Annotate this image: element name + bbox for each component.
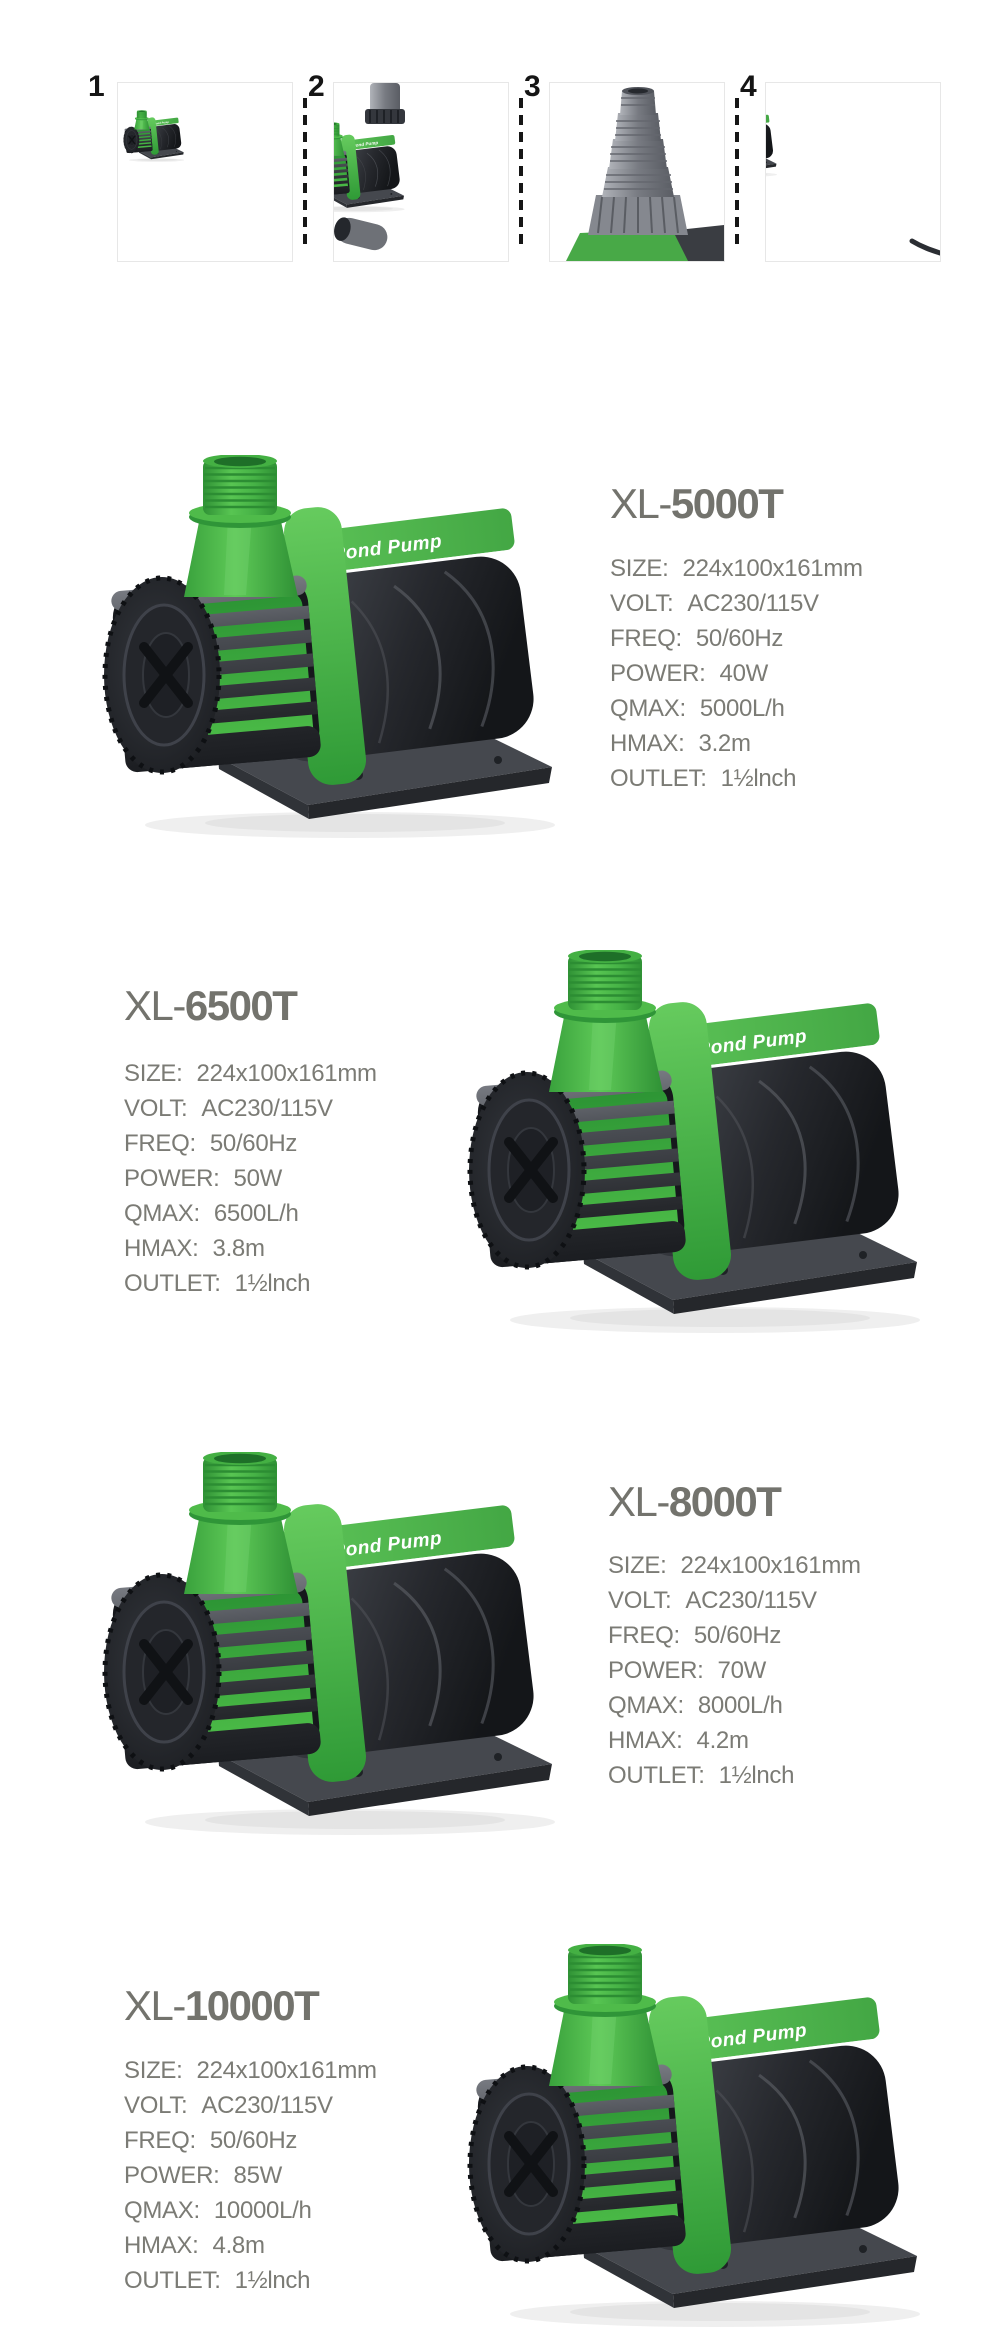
spec-label: QMAX: — [124, 1200, 200, 1227]
spec-row — [610, 621, 863, 656]
model-prefix: XL- — [608, 1478, 669, 1525]
spec-row — [124, 2193, 377, 2228]
spec-row — [124, 1161, 377, 1196]
spec-label: FREQ: — [610, 625, 682, 652]
spec-value: 224x100x161mm — [196, 2057, 377, 2084]
spec-value: 40W — [719, 660, 768, 687]
spec-value: AC230/115V — [687, 590, 819, 617]
product-model-title — [608, 1480, 780, 1524]
product-model-title — [610, 482, 782, 526]
gallery-thumb-pump-front — [117, 82, 293, 262]
spec-label: HMAX: — [608, 1727, 683, 1754]
gallery-divider — [519, 98, 523, 246]
spec-value: 1½lnch — [718, 1762, 795, 1789]
spec-label: HMAX: — [610, 730, 685, 757]
model-prefix: XL- — [610, 480, 671, 527]
spec-value: AC230/115V — [201, 1095, 333, 1122]
spec-label: VOLT: — [608, 1587, 672, 1614]
gallery-number-1: 1 — [88, 70, 105, 103]
spec-value: 50/60Hz — [209, 2127, 298, 2154]
spec-label: SIZE: — [608, 1552, 667, 1579]
model-number: 5000T — [670, 480, 783, 527]
spec-value: 6500L/h — [213, 1200, 299, 1227]
spec-value: AC230/115V — [201, 2092, 333, 2119]
spec-value: 224x100x161mm — [680, 1552, 861, 1579]
spec-row — [124, 1196, 377, 1231]
spec-value: 10000L/h — [213, 2197, 312, 2224]
spec-row — [608, 1583, 861, 1618]
spec-label: HMAX: — [124, 2232, 199, 2259]
spec-row — [608, 1618, 861, 1653]
spec-row — [610, 726, 863, 761]
gallery-thumb-hose-adapter — [549, 82, 725, 262]
spec-row — [124, 2123, 377, 2158]
gallery-divider — [303, 98, 307, 246]
spec-label: HMAX: — [124, 1235, 199, 1262]
gallery-number-2: 2 — [308, 70, 325, 103]
spec-row — [124, 1126, 377, 1161]
spec-row — [608, 1758, 861, 1793]
spec-row — [608, 1723, 861, 1758]
spec-value: 1½lnch — [234, 2267, 311, 2294]
spec-row — [610, 761, 863, 796]
spec-row — [610, 586, 863, 621]
spec-value: 3.2m — [698, 730, 751, 757]
spec-label: QMAX: — [610, 695, 686, 722]
spec-value: 50/60Hz — [693, 1622, 782, 1649]
spec-label: FREQ: — [124, 2127, 196, 2154]
spec-label: QMAX: — [608, 1692, 684, 1719]
spec-list — [610, 551, 863, 796]
spec-row — [610, 691, 863, 726]
model-number: 10000T — [184, 1982, 319, 2029]
spec-value: 4.2m — [696, 1727, 749, 1754]
spec-value: 70W — [717, 1657, 766, 1684]
spec-label: OUTLET: — [610, 765, 707, 792]
spec-value: 5000L/h — [699, 695, 785, 722]
spec-value: 50/60Hz — [695, 625, 784, 652]
spec-row — [608, 1688, 861, 1723]
spec-label: POWER: — [608, 1657, 704, 1684]
product-model-title — [124, 1984, 318, 2028]
product-model-title — [124, 984, 296, 1028]
spec-label: POWER: — [124, 1165, 220, 1192]
spec-label: FREQ: — [124, 1130, 196, 1157]
spec-list — [124, 1056, 377, 1301]
spec-list — [124, 2053, 377, 2298]
outlet-fitting-detail-icon — [334, 83, 508, 261]
spec-row — [608, 1653, 861, 1688]
spec-label: OUTLET: — [124, 2267, 221, 2294]
gallery-divider — [735, 98, 739, 246]
gallery-thumb-rear-cord — [765, 82, 941, 262]
model-prefix: XL- — [124, 982, 185, 1029]
spec-value: 85W — [233, 2162, 282, 2189]
gallery-number-3: 3 — [524, 70, 541, 103]
spec-row — [610, 656, 863, 691]
pump-front-detail-icon — [118, 83, 292, 261]
spec-value: 3.8m — [212, 1235, 265, 1262]
spec-label: SIZE: — [124, 1060, 183, 1087]
gallery-number-4: 4 — [740, 70, 757, 103]
spec-row — [124, 1266, 377, 1301]
spec-label: SIZE: — [610, 555, 669, 582]
pump-product-photo — [100, 1452, 560, 1842]
model-prefix: XL- — [124, 1982, 185, 2029]
spec-label: POWER: — [610, 660, 706, 687]
spec-label: VOLT: — [610, 590, 674, 617]
spec-value: 1½lnch — [234, 1270, 311, 1297]
spec-value: 50W — [233, 1165, 282, 1192]
spec-label: OUTLET: — [608, 1762, 705, 1789]
pump-product-photo — [465, 950, 925, 1340]
spec-row — [124, 2263, 377, 2298]
spec-row — [608, 1548, 861, 1583]
spec-row — [124, 2088, 377, 2123]
spec-row — [124, 1056, 377, 1091]
spec-list — [608, 1548, 861, 1793]
spec-label: SIZE: — [124, 2057, 183, 2084]
spec-value: 50/60Hz — [209, 1130, 298, 1157]
gallery-thumb-outlet-fitting — [333, 82, 509, 262]
spec-value: 224x100x161mm — [196, 1060, 377, 1087]
model-number: 8000T — [668, 1478, 781, 1525]
spec-value: 1½lnch — [720, 765, 797, 792]
spec-value: AC230/115V — [685, 1587, 817, 1614]
spec-label: VOLT: — [124, 2092, 188, 2119]
hose-adapter-detail-icon — [550, 83, 724, 261]
spec-row — [124, 2158, 377, 2193]
spec-row — [124, 1091, 377, 1126]
power-cord-icon — [912, 241, 940, 253]
spec-row — [610, 551, 863, 586]
spec-value: 224x100x161mm — [682, 555, 863, 582]
spec-label: FREQ: — [608, 1622, 680, 1649]
spec-label: OUTLET: — [124, 1270, 221, 1297]
spec-value: 4.8m — [212, 2232, 265, 2259]
spec-row — [124, 2228, 377, 2263]
spec-label: POWER: — [124, 2162, 220, 2189]
spec-label: VOLT: — [124, 1095, 188, 1122]
spec-row — [124, 2053, 377, 2088]
rear-power-cord-detail-icon — [766, 83, 940, 261]
model-number: 6500T — [184, 982, 297, 1029]
pump-product-photo — [465, 1944, 925, 2334]
spec-value: 8000L/h — [697, 1692, 783, 1719]
spec-row — [124, 1231, 377, 1266]
spec-label: QMAX: — [124, 2197, 200, 2224]
pump-product-photo — [100, 455, 560, 845]
